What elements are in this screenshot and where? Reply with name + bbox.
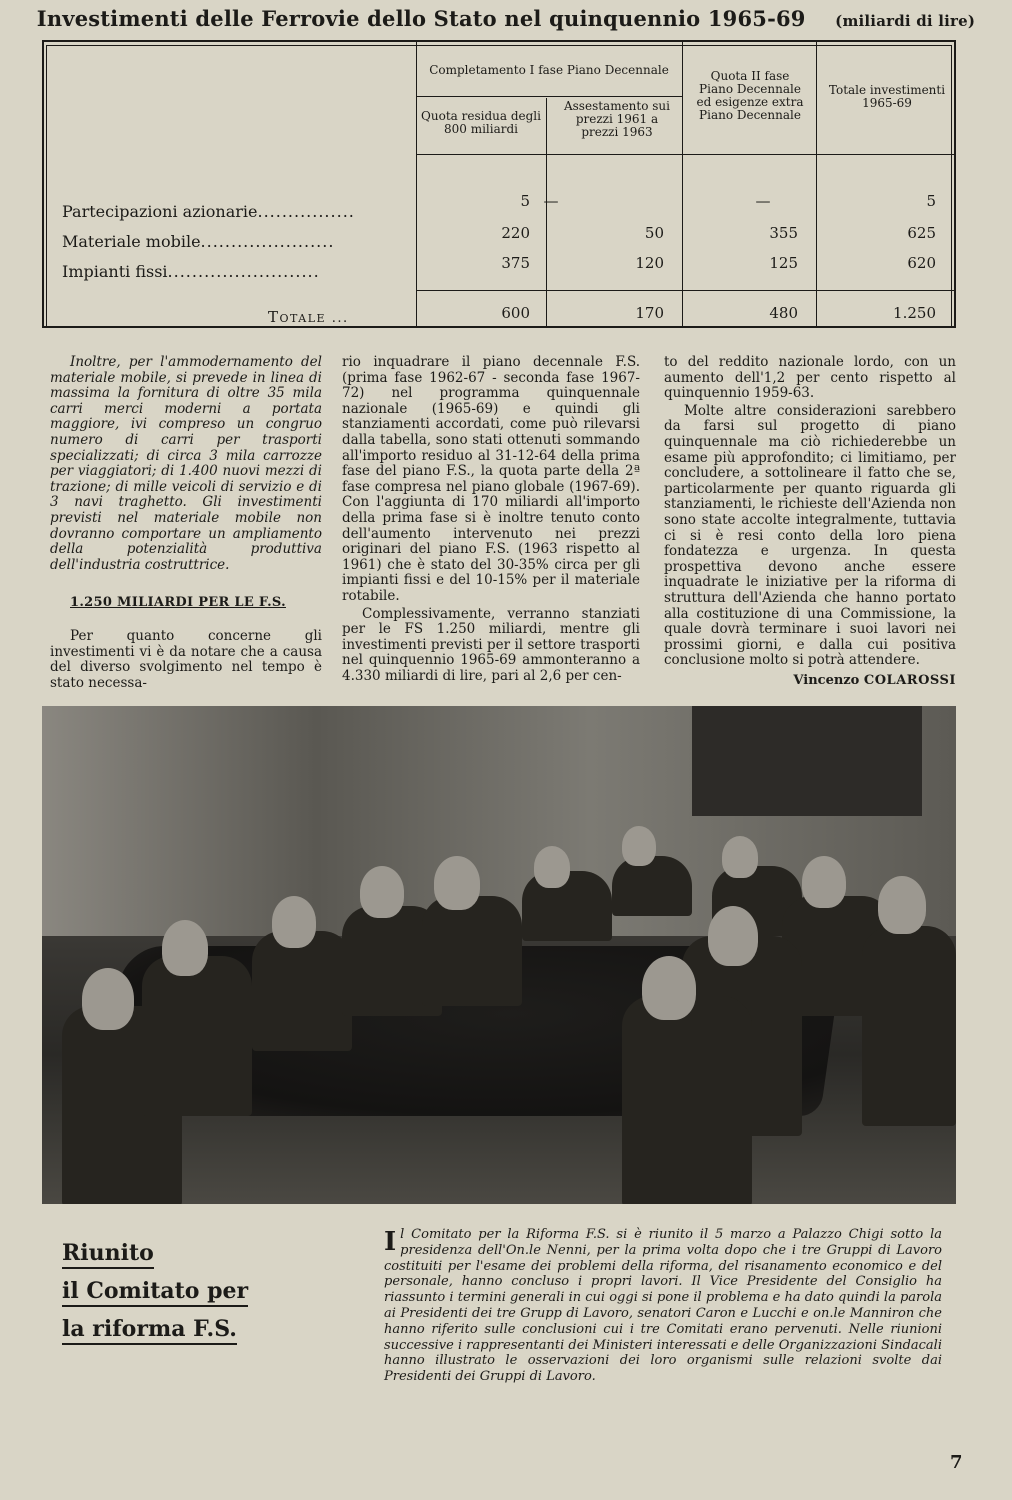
article-paragraph: Molte altre considerazioni sarebbero da farsi sul progetto di piano quinquennale ma ciò richiederebbe un esame più approfondito; ci limitiamo, per concludere, a sottolineare il fatto che se, particolarmente per quanto riguarda gli stanziamenti, le richieste dell'Azienda non sono state accolte integralmente, tuttavia ci si è resi conto della loro piena fondatezza e urgenza. In questa prospettiva devono anche essere inquadrate le iniziative per la riforma di struttura dell'Azienda che hanno portato alla costituzione di una Commissione, la quale dovrà terminare i suoi lavori nei prossimi giorni, e dalla cui positiva conclusione molto si potrà attendere. [664, 402, 956, 669]
table-total-cell: 170 [635, 304, 664, 322]
row-label-materiale: Materiale mobile...................... [62, 232, 335, 251]
photo-person [252, 931, 352, 1051]
photo-person [722, 836, 758, 878]
photo-person [622, 996, 752, 1204]
article-column-2 [342, 355, 640, 686]
article-paragraph: Per quanto concerne gli investimenti vi è da notare che a causa del diverso svolgimento nel tempo è stato necessa- [50, 627, 322, 691]
photo-person [612, 856, 692, 916]
table-divider [416, 96, 682, 97]
table-total-cell: 1.250 [893, 304, 936, 322]
photo-person [708, 906, 758, 966]
photo-person [162, 920, 208, 976]
photo-painting [692, 706, 922, 816]
article-paragraph: rio inquadrare il piano decennale F.S. (prima fase 1962-67 - seconda fase 1967-72) nel programma quinquennale nazionale (1965-69) e quindi gli stanziamenti accordati, come può rilevarsi dalla tabella, sono stati ottenuti sommando all'importo residuo al 31-12-64 della prima fase del piano F.S., la quota parte della 2ª fase compresa nel piano globale (1967-69). Con l'aggiunta di 170 miliardi all'importo della prima fase si è inoltre tenuto conto dell'aumento intervenuto nei prezzi originari del piano F.S. (1963 rispetto al 1961) che è stato del 30-35% circa per gli impianti fissi e del 10-15% per il materiale rotabile. [342, 354, 640, 604]
table-cell: — [543, 192, 559, 210]
col-quota-residua: Quota residua degli 800 miliardi [421, 109, 541, 136]
article-column-3 [664, 355, 956, 688]
photo-person [802, 856, 846, 908]
caption-headline: Riunito il Comitato per la riforma F.S. [62, 1234, 272, 1348]
table-cell: 5 [520, 192, 530, 210]
table-cell: 375 [501, 254, 530, 272]
photo-person [878, 876, 926, 934]
photo-person [434, 856, 480, 910]
author-signature: Vincenzo COLAROSSI [793, 672, 956, 688]
row-label-partecipazioni: Partecipazioni azionarie................ [62, 202, 355, 221]
photo-person [622, 826, 656, 866]
total-label: Totale ... [268, 308, 349, 326]
section-subhead: 1.250 MILIARDI PER LE F.S. [70, 595, 286, 611]
article-paragraph: Inoltre, per l'ammodernamento del materiale mobile, si prevede in linea di massima la fornitura di oltre 35 mila carri merci moderni a portata maggiore, ivi compreso un congruo numero di carri per trasporti specializzati; di circa 3 mila carrozze per viaggiatori; di 1.400 nuovi mezzi di trazione; di mille veicoli di servizio e di 3 navi traghetto. Gli investimenti previsti nel materiale mobile non dovranno comportare un ampliamento della potenzialità produttiva dell'industria costruttrice. [50, 354, 322, 573]
photo-person [142, 956, 252, 1116]
table-cell: 120 [635, 254, 664, 272]
table-cell: 220 [501, 224, 530, 242]
table-cell: 355 [769, 224, 798, 242]
photo-person [862, 926, 956, 1126]
table-divider [416, 42, 417, 326]
table-cell: — [755, 192, 771, 210]
col-quota-II: Quota II fase Piano Decennale ed esigenze extra Piano Decennale [696, 69, 804, 122]
table-divider [546, 98, 547, 326]
table-divider [416, 290, 954, 291]
table-divider [416, 154, 954, 155]
meeting-photo [42, 706, 956, 1204]
col-group-header: Completamento I fase Piano Decennale [429, 63, 669, 77]
photo-person [360, 866, 404, 918]
table-cell: 620 [907, 254, 936, 272]
article-paragraph: Complessivamente, verranno stanziati per le FS 1.250 miliardi, mentre gli investimenti previsti per il settore trasporti nel quinquennio 1965-69 ammonteranno a 4.330 miliardi di lire, pari al 2,6 per cen- [342, 605, 640, 684]
col-totale: Totale investimenti 1965-69 [828, 83, 946, 110]
table-cell: 5 [926, 192, 936, 210]
article-column-1 [50, 355, 322, 693]
title-text: Investimenti delle Ferrovie dello Stato nel quinquennio 1965-69 [36, 6, 806, 31]
table-cell: 625 [907, 224, 936, 242]
photo-person [422, 896, 522, 1006]
col-assestamento: Assestamento sui prezzi 1961 a prezzi 1963 [563, 99, 670, 139]
photo-person [82, 968, 134, 1030]
article-paragraph: to del reddito nazionale lordo, con un aumento dell'1,2 per cento rispetto al quinquennio 1959-63. [664, 354, 956, 402]
table-cell: 50 [644, 224, 664, 242]
table-divider [816, 42, 817, 326]
investment-table [42, 40, 956, 328]
photo-person [522, 871, 612, 941]
photo-person [534, 846, 570, 888]
title-unit: (miliardi di lire) [835, 12, 976, 30]
caption-text: Il Comitato per la Riforma F.S. si è riunito il 5 marzo a Palazzo Chigi sotto la presidenza dell'On.le Nenni, per la prima volta dopo che i tre Gruppi di Lavoro costituiti per l'esame dei problemi della riforma, del risanamento economico e del personale, hanno concluso i propri lavori. Il Vice Presidente del Consiglio ha riassunto i termini generali in cui oggi si pone il problema e ha dato quindi la parola ai Presidenti dei tre Grupp di Lavoro, senatori Caron e Lucchi e on.le Manniron che hanno riferito sulle conclusioni cui i tre Comitati erano pervenuti. Nelle riunioni successive i rappresentanti dei Ministeri interessati e delle Organizzazioni Sindacali hanno illustrato le osservazioni dei loro organismi sulle relazioni svolte dai Presidenti dei Gruppi di Lavoro. [384, 1227, 942, 1385]
row-label-impianti: Impianti fissi......................... [62, 262, 320, 281]
drop-cap: I [384, 1227, 397, 1257]
table-total-cell: 480 [769, 304, 798, 322]
page-title [0, 6, 1012, 31]
table-total-cell: 600 [501, 304, 530, 322]
page-number: 7 [950, 1452, 963, 1473]
table-divider [682, 42, 683, 326]
table-cell: 125 [769, 254, 798, 272]
photo-person [642, 956, 696, 1020]
photo-person [272, 896, 316, 948]
